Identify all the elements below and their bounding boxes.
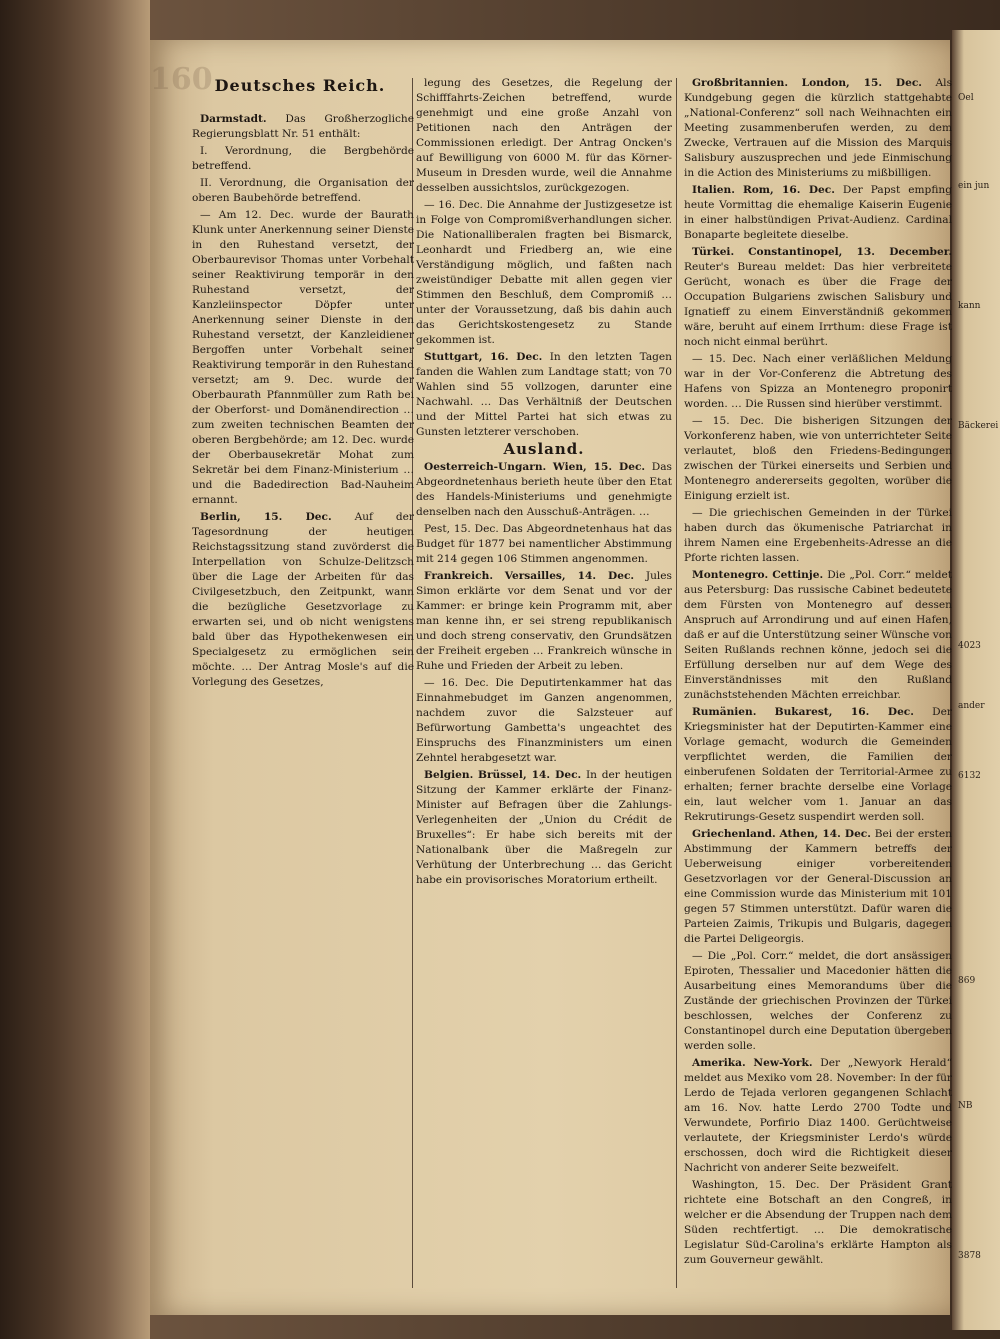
article-paragraph	[416, 460, 672, 520]
edge-fragment: 4023	[958, 641, 981, 651]
section-label: Großbritannien.	[692, 77, 789, 89]
section-label: Italien.	[692, 184, 735, 196]
dateline: Rom, 16. Dec.	[742, 184, 835, 196]
article-paragraph: — 16. Dec. Die Annahme der Justizgesetze ist in Folge von Compromißverhandlungen sicher. Die Nationalliberalen fragten bei Bismarck, Leonhardt und Friedberg an, wie eine Verständigung möglich, und faßten nach zweistündiger Debatte mit allen gegen vier Stimmen den Beschluß, dem Compromiß … unter der Voraussetzung, daß bis dahin auch das Gerichtskostengesetz zu Stande gekommen ist.	[416, 199, 672, 346]
article-paragraph	[684, 827, 952, 947]
section-label: Rumänien.	[692, 706, 757, 718]
article-paragraph	[684, 76, 952, 181]
dateline: Stuttgart, 16. Dec.	[424, 351, 543, 363]
paragraph-text: Auf der Tagesordnung der heutigen Reichstagssitzung stand zuvörderst die Interpellation von Schulze-Delitzsch über die Lage der Arbeiten für das Civilgesetzbuch, den Zeitpunkt, wann die bezügliche Gesetzvorlage zu erwarten sei, und ob nicht wenigstens bald über das Hypothekenwesen ein Specialgesetz zu ermöglichen sein möchte. … Der Antrag Mosle's auf die Vorlegung des Gesetzes,	[192, 511, 414, 688]
paragraph-text: Das Abgeordnetenhaus berieth heute über den Etat des Handels-Ministeriums und genehmigte denselben nach den Ausschuß-Anträgen. …	[416, 461, 672, 518]
paragraph-text: Reuter's Bureau meldet: Das hier verbreitete Gerücht, wonach es über die Frage der Occupation Bulgariens zwischen Salisbury und Ignatieff zu einem Einverständniß gekommen wäre, beruht auf einem Irrthum: diese Frage ist noch nicht einmal berührt.	[684, 261, 952, 348]
paragraph-text: Das Großherzogliche Regierungsblatt Nr. 51 enthält:	[192, 113, 415, 140]
article-paragraph	[416, 768, 672, 888]
dateline: Athen, 14. Dec.	[779, 828, 871, 840]
dateline: Cettinje.	[772, 569, 824, 581]
dateline: Versailles, 14. Dec.	[504, 570, 635, 582]
column-rule-2	[676, 78, 677, 1288]
article-paragraph	[684, 183, 952, 243]
column-2	[416, 76, 672, 890]
section-label: Frankreich.	[424, 570, 494, 582]
edge-fragment: 3878	[958, 1251, 981, 1261]
section-label: Türkei.	[692, 246, 735, 258]
section-label: Amerika.	[692, 1057, 746, 1069]
article-paragraph	[192, 112, 414, 142]
article-paragraph	[684, 1056, 952, 1176]
edge-fragment: NB	[958, 1101, 973, 1111]
edge-fragment: ander	[958, 701, 985, 711]
section-label: Oesterreich-Ungarn.	[424, 461, 547, 473]
paragraph-text: Die „Pol. Corr.“ meldet aus Petersburg: Das russische Cabinet bedeutete dem Fürsten von Montenegro auf dessen Anspruch auf Arrondirung und auf einen Hafen, daß er auf die Unterstützung seiner Wünsche von Seiten Rußlands rechnen könne, jedoch sei die Erfüllung derselben nur auf dem Wege des Einverständnisses mit den Rußland zunächststehenden Mächten erreichbar.	[684, 569, 952, 701]
paragraph-text: Der Papst empfing heute Vormittag die ehemalige Kaiserin Eugenie in einer halbstündigen Privat-Audienz. Cardinal Bonaparte begleitete dieselbe.	[684, 184, 953, 241]
paragraph-text: Als Kundgebung gegen die kürzlich stattgehabte „National-Conferenz“ soll nach Weihnachten ein Meeting zusammenberufen werden, zu dem Zwecke, Vertrauen auf die Mission des Marquis Salisbury auszusprechen und jede Einmischung in die Action des Ministeriums zu mißbilligen.	[684, 77, 953, 179]
article-paragraph	[684, 568, 952, 703]
heading-deutsches-reich: Deutsches Reich.	[214, 76, 386, 95]
dateline: London, 15. Dec.	[801, 77, 922, 89]
adjacent-page-edge	[952, 30, 1000, 1330]
paragraph-text: Der Kriegsminister hat der Deputirten-Kammer eine Vorlage gemacht, wodurch die Gemeinden verpflichtet werden, die Familien der einberufenen Soldaten der Territorial-Armee zu erhalten; ferner brachte derselbe eine Vorlage ein, laut welcher vom 1. Januar an das Rekrutirungs-Gesetz suspendirt werden soll.	[684, 706, 952, 823]
article-paragraph	[416, 350, 672, 440]
column-1	[192, 112, 414, 692]
edge-fragment: Oel	[958, 93, 974, 103]
paragraph-text: Der „Newyork Herald“ meldet aus Mexiko vom 28. November: In der für Lerdo de Tejada verloren gegangenen Schlacht am 16. Nov. hatte Lerdo 2700 Todte und Verwundete, Porfirio Diaz 1400. Gerüchtweise verlautete, der Kriegsminister Lerdo's würde erschossen, doch wird die Richtigkeit dieser Nachricht von anderer Seite bezweifelt.	[684, 1057, 952, 1174]
edge-fragment: 869	[958, 976, 976, 986]
article-paragraph	[192, 510, 414, 690]
article-paragraph: II. Verordnung, die Organisation der oberen Baubehörde betreffend.	[192, 177, 414, 204]
article-paragraph: — Die „Pol. Corr.“ meldet, die dort ansässigen Epiroten, Thessalier und Macedonier hätten die Ausarbeitung eines Memorandums über die Zustände der griechischen Provinzen der Türkei beschlossen, welches der Conferenz zu Constantinopel durch eine Deputation übergeben werden solle.	[684, 950, 952, 1052]
paragraph-text: In den letzten Tagen fanden die Wahlen zum Landtage statt; von 70 Wahlen sind 55 vollzogen, darunter eine Nachwahl. … Das Verhältniß der Deutschen und der Mittel Partei hat sich etwas zu Gunsten letzterer verschoben.	[416, 351, 673, 438]
article-paragraph: — 16. Dec. Die Deputirtenkammer hat das Einnahmebudget im Ganzen angenommen, nachdem zuvor die Salzsteuer auf Befürwortung Gambetta's ungeachtet des Einspruchs des Finanzministers um einen Zehntel herabgesetzt war.	[416, 677, 672, 764]
article-paragraph: — Am 12. Dec. wurde der Baurath Klunk unter Anerkennung seiner Dienste in den Ruhestand versetzt, der Oberbaurevisor Thomas unter Vorbehalt seiner Reaktivirung temporär in den Ruhestand versetzt, der Kanzleiinspector Döpfer unter Anerkennung seiner Dienste in den Ruhestand versetzt, der Kanzleidiener Bergoffen unter Vorbehalt seiner Reaktivirung temporär in den Ruhestand versetzt; am 9. Dec. wurde der Oberbaurath Pfannmüller zum Rath bei der Oberforst- und Domänendirection … zum zweiten technischen Beamten der oberen Bergbehörde; am 12. Dec. wurde der Oberbausekretär Mohat zum Sekretär bei dem Finanz-Ministerium … und die Badedirection Bad-Nauheim ernannt.	[192, 209, 414, 506]
section-label: Montenegro.	[692, 569, 769, 581]
dateline: Wien, 15. Dec.	[552, 461, 646, 473]
article-paragraph: Pest, 15. Dec. Das Abgeordnetenhaus hat das Budget für 1877 bei namentlicher Abstimmung mit 214 gegen 106 Stimmen angenommen.	[416, 523, 672, 565]
article-paragraph: — 15. Dec. Nach einer verläßlichen Meldung war in der Vor-Conferenz die Abtretung des Hafens von Spizza an Montenegro proponirt worden. … Die Russen sind hierüber verstimmt.	[684, 353, 952, 410]
article-paragraph: — 15. Dec. Die bisherigen Sitzungen der Vorkonferenz haben, wie von unterrichteter Seite verlautet, bloß den Friedens-Bedingungen zwischen der Türkei einerseits und Serbien und Montenegro andererseits gegolten, worüber die Einigung erzielt ist.	[684, 415, 952, 502]
article-paragraph: I. Verordnung, die Bergbehörde betreffend.	[192, 145, 414, 172]
article-paragraph: — Die griechischen Gemeinden in der Türkei haben durch das ökumenische Patriarchat in ihrem Namen eine Ergebenheits-Adresse an die Pforte richten lassen.	[684, 507, 952, 564]
column-3	[684, 76, 952, 1270]
dateline: Bukarest, 16. Dec.	[774, 706, 914, 718]
section-label: Belgien.	[424, 769, 474, 781]
edge-fragment: 6132	[958, 771, 981, 781]
paragraph-text: In der heutigen Sitzung der Kammer erklärte der Finanz-Minister auf Befragen über die Zahlungs-Verlegenheiten der „Union du Crédit de Bruxelles“: Er habe sich bereits mit der Nationalbank über die Maßregeln zur Verhütung der Unterbrechung … das Gericht habe ein provisorisches Moratorium ertheilt.	[416, 769, 672, 886]
dateline: Berlin, 15. Dec.	[200, 511, 332, 523]
article-paragraph: Washington, 15. Dec. Der Präsident Grant richtete eine Botschaft an den Congreß, in welcher er die Absendung der Truppen nach dem Süden rechtfertigt. … Die demokratische Legislatur Süd-Carolina's erklärte Hampton als zum Gouverneur gewählt.	[684, 1179, 952, 1266]
section-label: Griechenland.	[692, 828, 776, 840]
book-binding	[0, 0, 150, 1339]
article-paragraph	[684, 245, 952, 350]
paragraph-text: Jules Simon erklärte vor dem Senat und vor der Kammer: er bringe kein Programm mit, aber man kenne ihn, er sei streng republikanisch und doch streng conservativ, den Grundsätzen der Freiheit ergeben … Frankreich wünsche in Ruhe und Frieden der Arbeit zu leben.	[416, 570, 672, 672]
heading-ausland: Ausland.	[503, 440, 585, 458]
paragraph-text: Bei der ersten Abstimmung der Kammern betreffs der Ueberweisung einiger vorbereitenden Gesetzvorlagen vor der General-Discussion an eine Commission wurde das Ministerium mit 101 gegen 57 Stimmen unterstützt. Dafür waren die Parteien Zaimis, Trikupis und Bulgaris, dagegen die Partei Deligeorgis.	[684, 828, 952, 945]
edge-fragment: ein jun	[958, 181, 990, 191]
article-paragraph: legung des Gesetzes, die Regelung der Schifffahrts-Zeichen betreffend, wurde genehmigt und eine große Anzahl von Petitionen nach den Anträgen der Commissionen erledigt. Der Antrag Oncken's auf Bewilligung von 6000 M. für das Körner-Museum in Dresden wurde, weil die Annahme desselben aussichtslos, zurückgezogen.	[416, 77, 672, 194]
dateline: Darmstadt.	[200, 113, 267, 125]
edge-fragment: kann	[958, 301, 981, 311]
edge-fragment: Bäckerei	[958, 421, 998, 431]
article-paragraph	[684, 705, 952, 825]
article-paragraph	[416, 569, 672, 674]
dateline: Constantinopel, 13. December.	[748, 246, 953, 258]
dateline: New-York.	[753, 1057, 813, 1069]
dateline: Brüssel, 14. Dec.	[478, 769, 582, 781]
faded-page-number: 160	[150, 62, 213, 97]
